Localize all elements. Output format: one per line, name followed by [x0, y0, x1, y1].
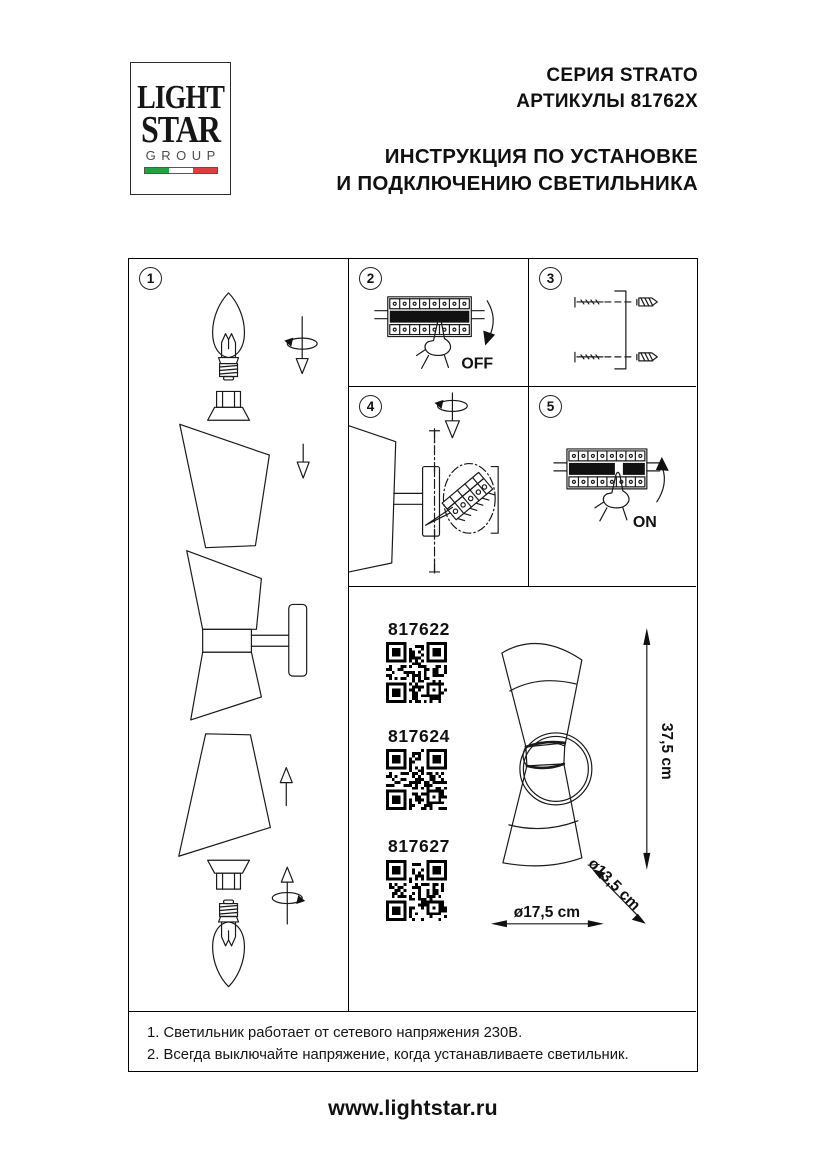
step-badge: 3	[539, 267, 562, 290]
article-number: 817622	[388, 619, 450, 639]
step-3-panel	[529, 259, 696, 387]
instruction-title-line1: ИНСТРУКЦИЯ ПО УСТАНОВКЕ	[384, 145, 698, 168]
step-1-panel	[129, 259, 349, 1011]
logo-word: STAR	[141, 107, 220, 151]
hand-icon	[595, 472, 629, 520]
lightstar-logo	[130, 62, 231, 195]
step-4-panel	[349, 387, 529, 587]
step-badge: 1	[139, 267, 162, 290]
exploded-view-illustration	[129, 259, 348, 1008]
instruction-title	[336, 143, 698, 197]
header-text	[336, 63, 698, 197]
articles-subtitle: АРТИКУЛЫ 81762X	[516, 91, 698, 112]
logo-word: GROUP	[145, 148, 221, 163]
product-dimensions-illustration	[349, 587, 696, 1011]
mounting-detail-illustration	[349, 387, 528, 586]
italian-flag-stripe	[144, 167, 218, 174]
instruction-title-line2: И ПОДКЛЮЧЕНИЮ СВЕТИЛЬНИКА	[336, 172, 698, 195]
logo-word: LIGHT	[137, 78, 224, 117]
note-line: 2. Всегда выключайте напряжение, когда устанавливаете светильник.	[147, 1046, 629, 1063]
article-number: 817624	[388, 726, 450, 746]
dimension-diameter-large-label: ø17,5 cm	[513, 903, 581, 921]
notes-section	[129, 1011, 696, 1070]
step-2-panel	[349, 259, 529, 387]
on-label: ON	[632, 513, 657, 531]
dimension-diameter-small-label: ø13,5 cm	[584, 855, 644, 915]
website-footer: www.lightstar.ru	[328, 1096, 498, 1120]
article-number: 817627	[388, 836, 450, 856]
instruction-frame	[128, 258, 698, 1072]
hand-icon	[417, 320, 451, 368]
off-label: OFF	[461, 355, 494, 373]
step-badge: 5	[539, 395, 562, 418]
step-badge: 4	[359, 395, 382, 418]
products-panel	[349, 587, 696, 1011]
series-title: СЕРИЯ STRATO	[546, 65, 698, 86]
step-badge: 2	[359, 267, 382, 290]
dimension-height-label: 37,5 cm	[657, 722, 675, 780]
step-5-panel	[529, 387, 696, 587]
note-line: 1. Светильник работает от сетевого напряжения 230В.	[147, 1025, 523, 1041]
